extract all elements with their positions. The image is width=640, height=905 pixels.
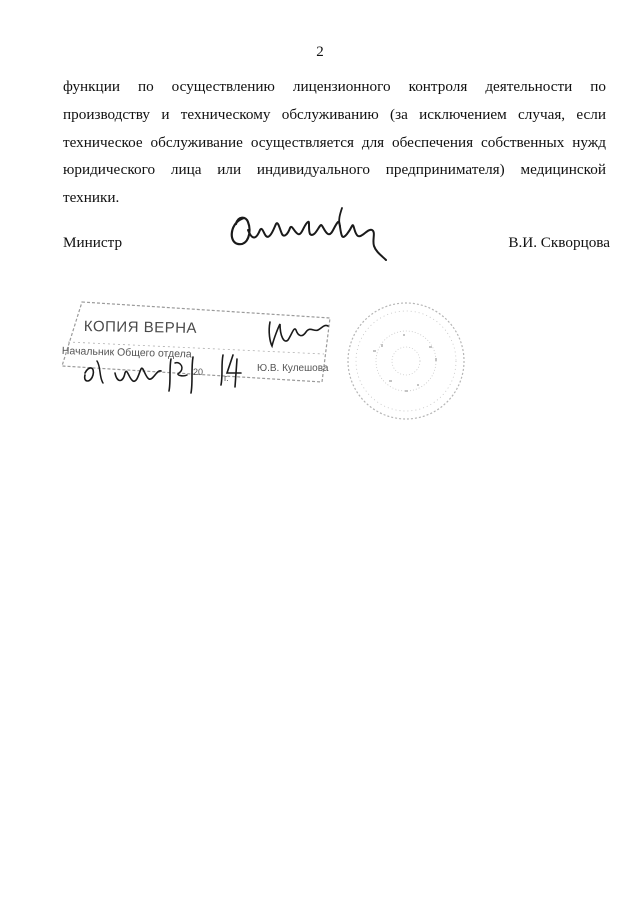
official-seal <box>345 300 467 422</box>
signatory-name: В.И. Скворцова <box>508 234 610 251</box>
signatory-title: Министр <box>63 234 123 251</box>
stamp-signature <box>262 312 332 356</box>
body-paragraph: функции по осуществлению лицензионного контроля деятельности по производству и техническому обслуживанию (за исключением случая, если техническое обслуживание осуществляется для обеспечения собственных нужд юридического лица или индивидуального предпринимателя) медицинской техники. <box>63 78 606 207</box>
minister-signature <box>222 200 397 272</box>
stamp-year-prefix: 20 <box>193 367 204 377</box>
handwritten-date <box>75 343 255 397</box>
stamp-position: Начальник Общего отдела <box>61 345 192 361</box>
stamp-title: КОПИЯ ВЕРНА <box>83 318 198 337</box>
stamp-name: Ю.В. Кулешова <box>257 363 329 374</box>
stamp-year-suffix: г. <box>224 373 229 383</box>
page-number: 2 <box>316 44 324 60</box>
